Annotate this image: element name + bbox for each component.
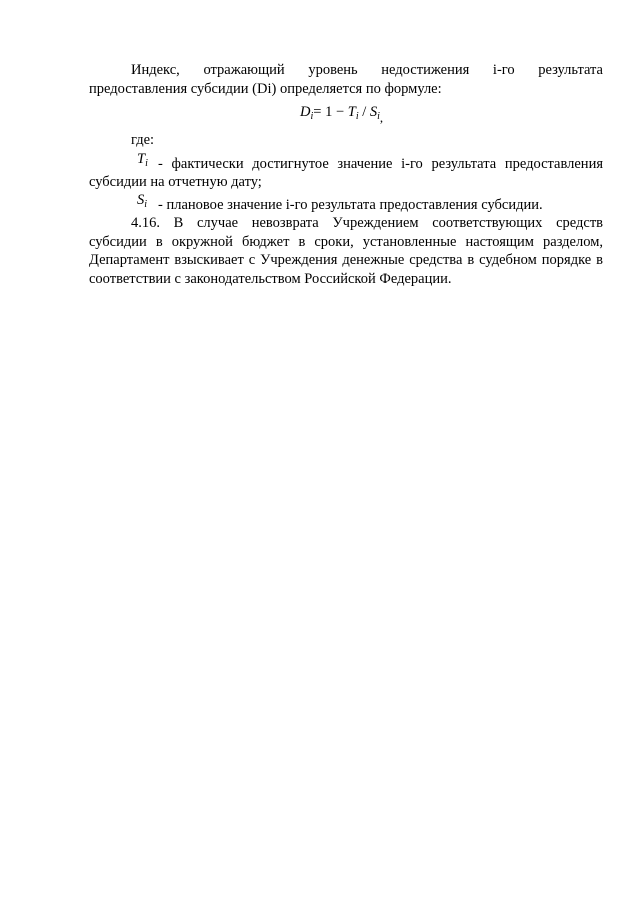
formula-slash: / (358, 104, 370, 120)
symbol-t: $T_i$ (137, 151, 148, 169)
formula-t: T (347, 104, 356, 120)
definition-s: - плановое значение i-го результата предоставления субсидии. (158, 197, 543, 213)
formula-t-sub: i (355, 111, 359, 122)
definition-t-line-1: - фактически достигнутое значение i-го результата предоставления (158, 156, 603, 172)
formula-s-sub: i (377, 111, 380, 122)
symbol-s: $S_i$ (137, 192, 148, 210)
formula-equals: = 1 − (313, 104, 348, 120)
intro-line-2: предоставления субсидии (Di) определяется по формуле: (89, 81, 442, 97)
definition-t-line-2: субсидии на отчетную дату; (89, 174, 262, 190)
formula-d-sub: i (310, 111, 314, 122)
formula-comma: , (379, 110, 384, 125)
where-label: где: (131, 132, 155, 148)
index-formula (300, 103, 383, 127)
formula-s: S (369, 104, 378, 120)
clause-4-16: 4.16. В случае невозврата Учреждением соответствующих средств субсидии в окружной бюджет в сроки, установленные настоящим разделом, Департамент взыскивает с Учреждения денежные средства в судебном порядке в соответствии с законодательством Российской Федерации. (89, 215, 603, 287)
intro-line-1: Индекс, отражающий уровень недостижения i-го результата (131, 62, 603, 78)
formula-d: D (300, 104, 311, 120)
